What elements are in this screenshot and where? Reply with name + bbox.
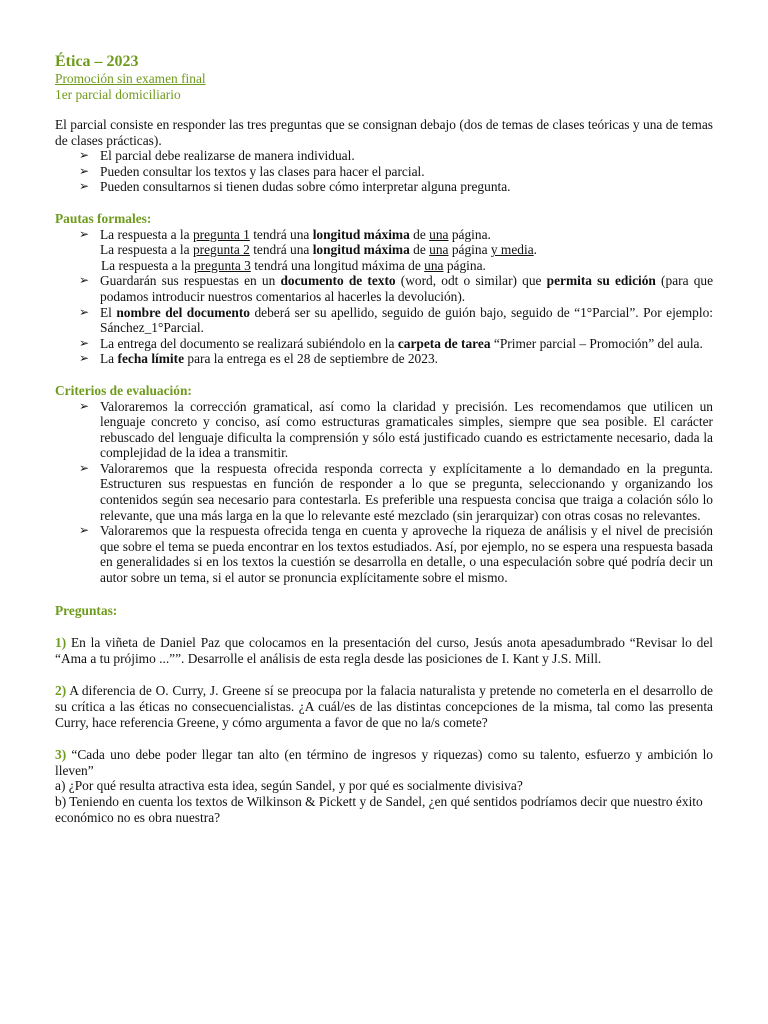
arrowhead-bullet-icon: ➢ <box>79 398 90 413</box>
arrowhead-bullet-icon: ➢ <box>79 523 90 538</box>
list-item: ➢ Guardarán sus respuestas en un documento de texto (word, odt o similar) que permita su edición (para que podamos introducir nuestros comentarios al hacerles la devolución). <box>79 273 714 304</box>
list-item: ➢ La fecha límite para la entrega es el 28 de septiembre de 2023. <box>79 351 438 367</box>
list-item: ➢ Valoraremos que la respuesta ofrecida tenga en cuenta y aproveche la riqueza de análisis y el nivel de precisión que sobre el tema se pueda encontrar en los textos estudiados. Así, por ejemplo, no se espera una respuesta basada en generalidades si en los textos la cuestión se desarrolla en detalle, o una especulación sobre qué podría decir un autor sobre un tema, si el autor se pronuncia explícitamente sobre el mismo. <box>79 523 713 586</box>
question-2: 2) A diferencia de O. Curry, J. Greene sí se preocupa por la falacia naturalista y pretende no cometerla en el desarrollo de su crítica a las éticas no consecuencialistas. ¿A cuál/es de las distintas concepciones de la misma, tal como las presenta Curry, hace referencia Greene, y cómo argumenta a favor de que no la/s comete? <box>55 683 713 730</box>
list-item: ➢ El nombre del documento deberá ser su apellido, seguido de guión bajo, seguido de “1°Parcial”. Por ejemplo: Sánchez_1°Parcial. <box>79 304 713 336</box>
list-item-continuation: La respuesta a la pregunta 3 tendrá una longitud máxima de una página. <box>101 257 486 273</box>
arrowhead-bullet-icon: ➢ <box>79 460 90 475</box>
question-3: 3) “Cada uno debe poder llegar tan alto (en término de ingresos y riquezas) como su talento, esfuerzo y ambición lo lleven” <box>55 747 713 778</box>
intro-bullet-list <box>55 148 713 195</box>
list-item: ➢ El parcial debe realizarse de manera individual. <box>79 148 355 164</box>
section-heading-preguntas: Preguntas: <box>55 602 118 618</box>
document-title: Ética – 2023 <box>55 53 139 70</box>
arrowhead-bullet-icon: ➢ <box>79 163 90 178</box>
arrowhead-bullet-icon: ➢ <box>79 273 90 288</box>
section-heading-pautas: Pautas formales: <box>55 210 152 226</box>
arrowhead-bullet-icon: ➢ <box>79 335 90 350</box>
arrowhead-bullet-icon: ➢ <box>79 179 90 194</box>
question-3b: b) Teniendo en cuenta los textos de Wilkinson & Pickett y de Sandel, ¿en qué sentidos podríamos decir que nuestro éxito económico no es obra nuestra? <box>55 793 703 825</box>
document-subtitle-parcial: 1er parcial domiciliario <box>55 87 181 102</box>
pautas-bullet-list <box>55 227 713 367</box>
document-subtitle-promocion: Promoción sin examen final <box>55 71 206 86</box>
intro-paragraph: El parcial consiste en responder las tres preguntas que se consignan debajo (dos de temas de clases teóricas y una de temas de clases prácticas). <box>55 117 713 148</box>
question-3a: a) ¿Por qué resulta atractiva esta idea, según Sandel, y por qué es socialmente divisiva? <box>55 778 523 794</box>
arrowhead-bullet-icon: ➢ <box>79 304 90 319</box>
arrowhead-bullet-icon: ➢ <box>79 148 90 163</box>
list-item: ➢ La entrega del documento se realizará subiéndolo en la carpeta de tarea “Primer parcial – Promoción” del aula. <box>79 335 703 351</box>
list-item: ➢ Pueden consultar los textos y las clases para hacer el parcial. <box>79 163 425 179</box>
document-body <box>55 52 713 825</box>
list-item: ➢ Valoraremos que la respuesta ofrecida responda correcta y explícitamente a lo demandado en la pregunta. Estructuren sus respuestas en función de responder a lo que se pregunta, seleccionando y organizando los contenidos según sea necesario para contestarla. Es preferible una respuesta concisa que traiga a colación sólo lo relevante, que una más larga en la que lo relevante esté mezclado (sin jerarquizar) con otras cosas no relevantes. <box>79 460 713 523</box>
question-1: 1) En la viñeta de Daniel Paz que colocamos en la presentación del curso, Jesús anota apesadumbrado “Revisar lo del “Ama a tu prójimo ...””. Desarrolle el análisis de esta regla desde las posiciones de I. Kant y J.S. Mill. <box>55 635 713 666</box>
arrowhead-bullet-icon: ➢ <box>79 226 90 241</box>
arrowhead-bullet-icon: ➢ <box>79 351 90 366</box>
list-item: ➢ La respuesta a la pregunta 1 tendrá una longitud máxima de una página. La respuesta a la pregunta 2 tendrá una longitud máxima de una página y media. <box>79 226 537 258</box>
criterios-bullet-list <box>55 399 713 586</box>
list-item: ➢ Valoraremos la corrección gramatical, así como la claridad y precisión. Les recomendamos que utilicen un lenguaje concreto y conciso, así como estructuras gramaticales simples, siempre que sea posible. El carácter rebuscado del lenguaje dificulta la comprensión y sólo está justificado cuando es estrictamente necesario, dada la complejidad de la idea a transmitir. <box>79 398 713 461</box>
list-item: ➢ Pueden consultarnos si tienen dudas sobre cómo interpretar alguna pregunta. <box>79 179 511 195</box>
section-heading-criterios: Criterios de evaluación: <box>55 382 192 398</box>
